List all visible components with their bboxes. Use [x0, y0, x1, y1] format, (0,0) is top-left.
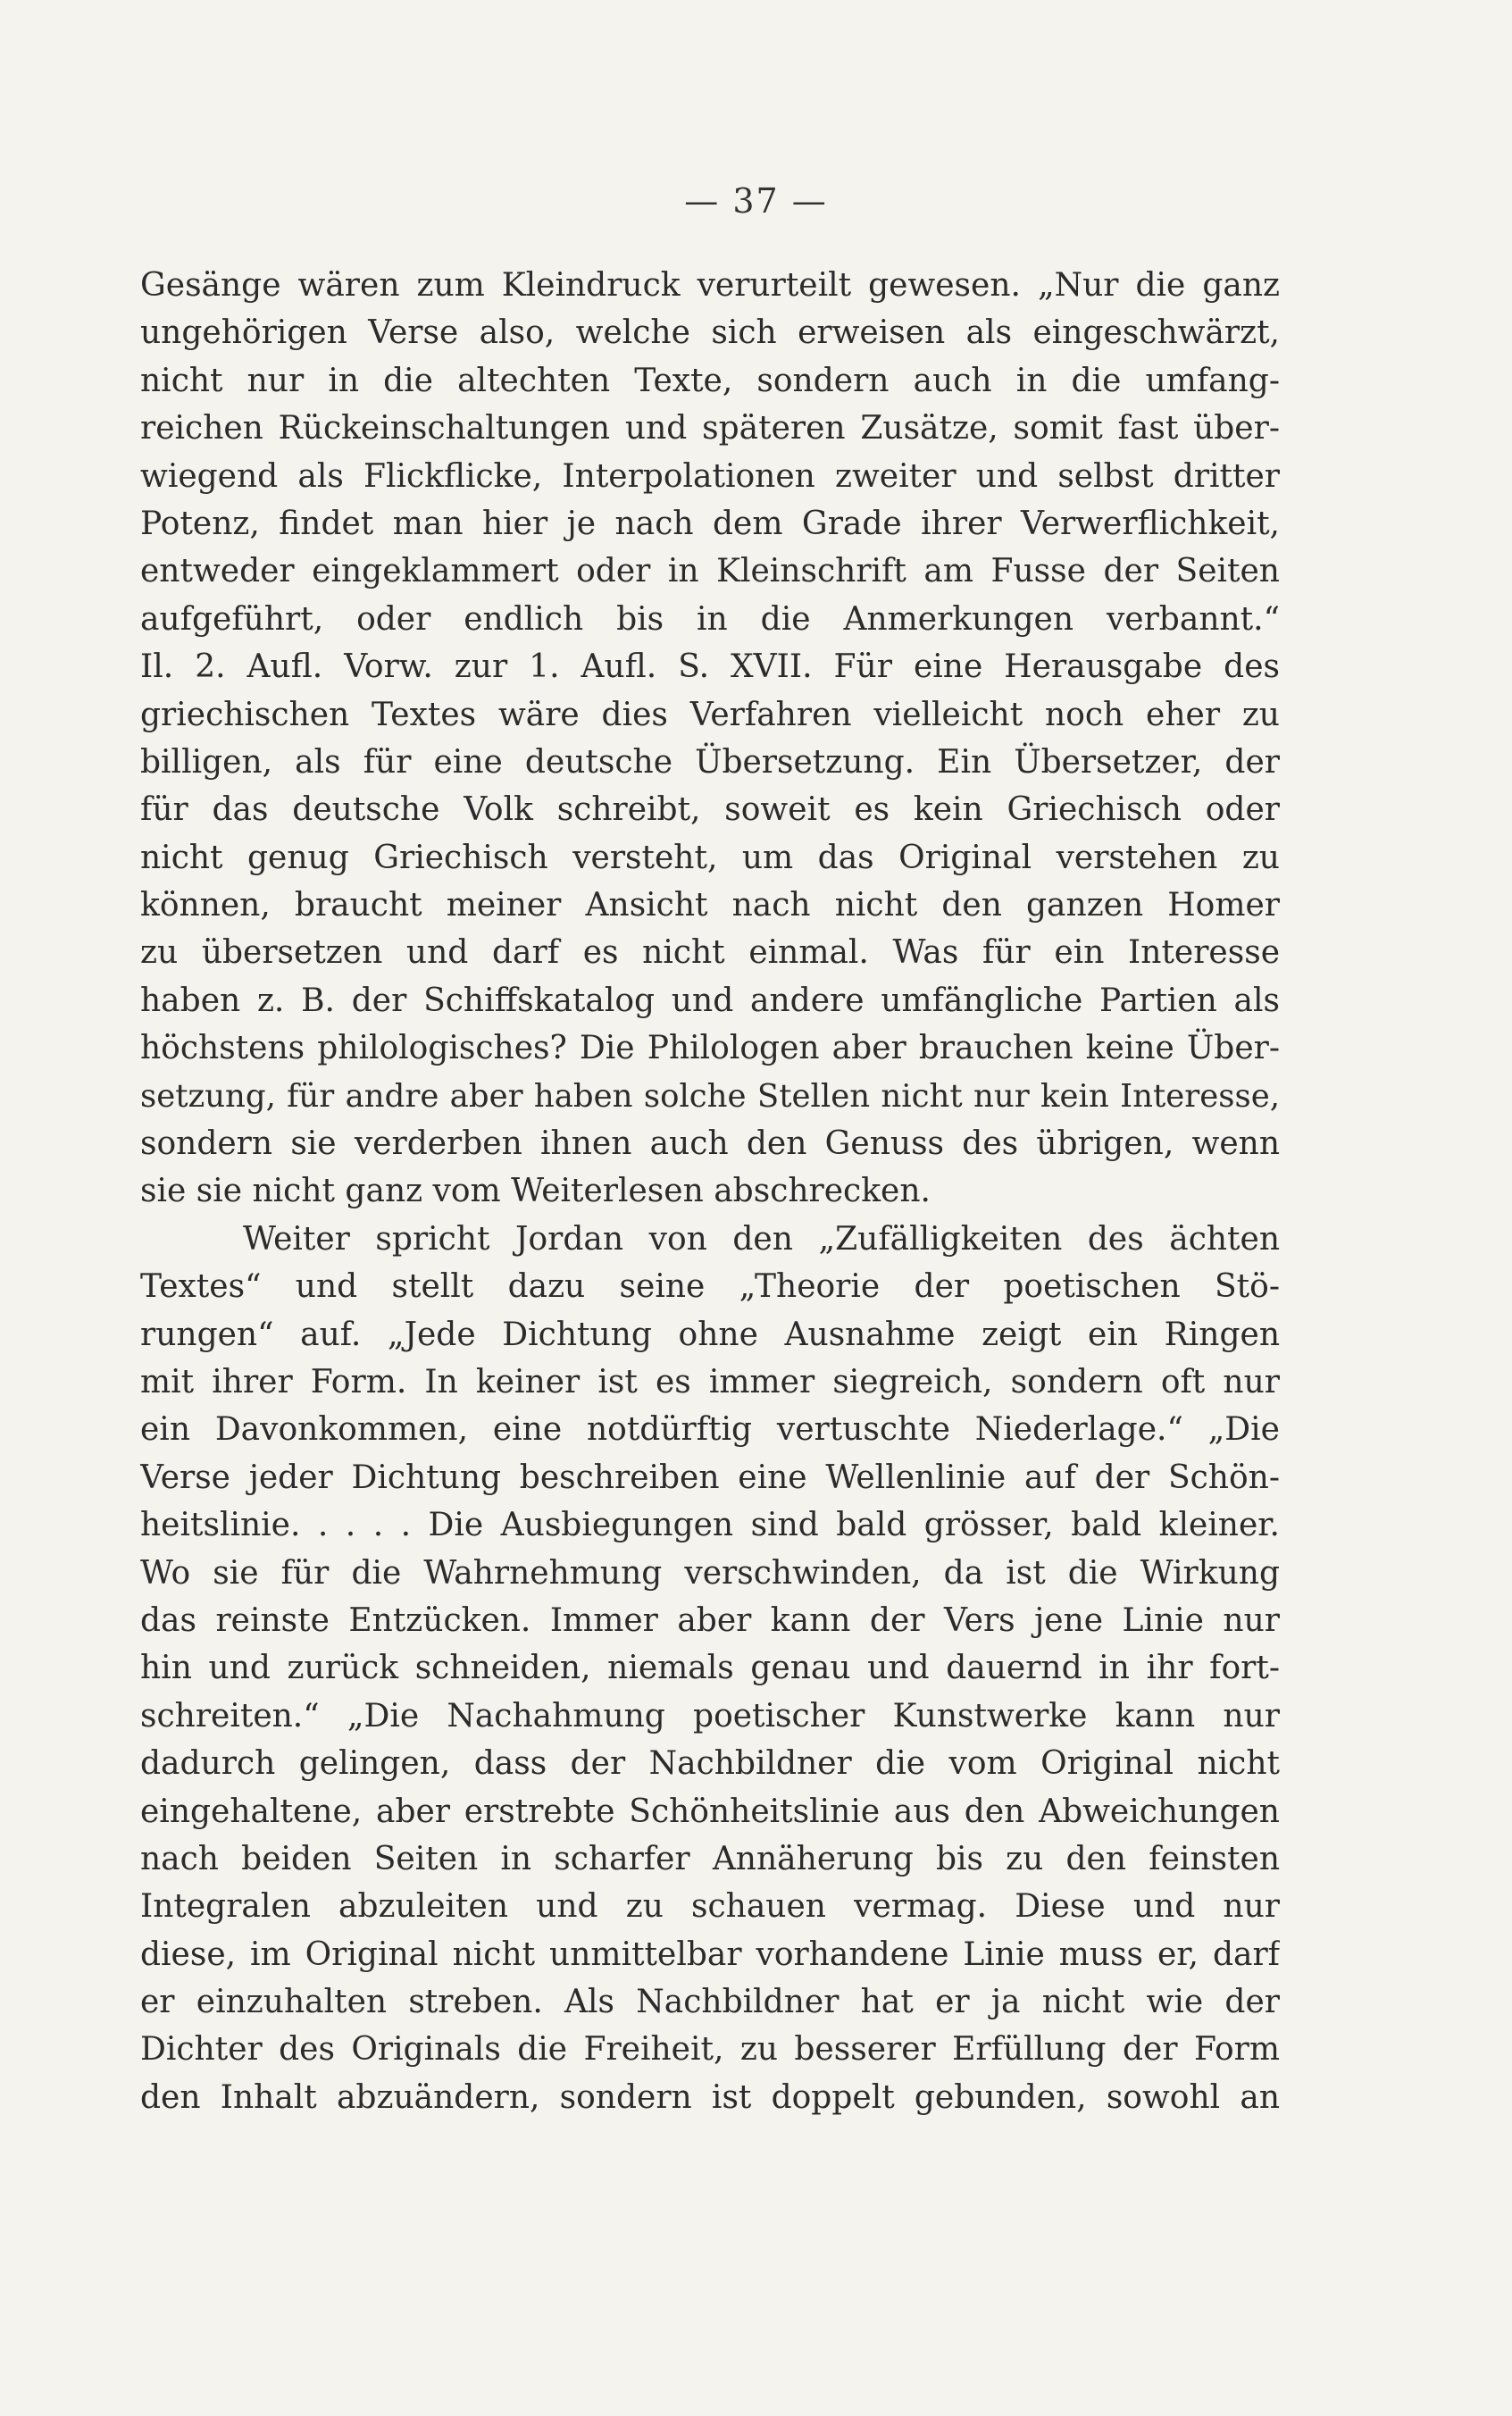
text-line: Verse jeder Dichtung beschreiben eine Wellenlinie auf der Schön-	[140, 1459, 1280, 1496]
text-line: Gesänge wären zum Kleindruck verurteilt gewesen. „Nur die ganz	[140, 267, 1280, 304]
text-line: mit ihrer Form. In keiner ist es immer siegreich, sondern oft nur	[140, 1363, 1280, 1400]
text-line: eingehaltene, aber erstrebte Schönheitslinie aus den Abweichungen	[140, 1793, 1280, 1830]
text-line: Integralen abzuleiten und zu schauen vermag. Diese und nur	[140, 1888, 1280, 1926]
text-line: Textes“ und stellt dazu seine „Theorie der poetischen Stö-	[140, 1268, 1280, 1306]
text-line: nicht genug Griechisch versteht, um das Original verstehen zu	[140, 839, 1280, 876]
text-line: ungehörigen Verse also, welche sich erweisen als eingeschwärzt,	[140, 314, 1280, 352]
text-line: nicht nur in die altechten Texte, sondern auch in die umfang-	[140, 362, 1280, 399]
text-line: können, braucht meiner Ansicht nach nicht den ganzen Homer	[140, 887, 1280, 924]
text-line: wiegend als Flickflicke, Interpolationen zweiter und selbst dritter	[140, 457, 1280, 495]
text-line: Dichter des Originals die Freiheit, zu besserer Erfüllung der Form	[140, 2031, 1280, 2069]
text-line: Potenz, findet man hier je nach dem Grade ihrer Verwerflichkeit,	[140, 505, 1280, 542]
text-line: heitslinie. . . . . Die Ausbiegungen sind bald grösser, bald kleiner.	[140, 1507, 1280, 1544]
text-line: sondern sie verderben ihnen auch den Genuss des übrigen, wenn	[140, 1125, 1280, 1163]
text-line: für das deutsche Volk schreibt, soweit es kein Griechisch oder	[140, 791, 1280, 829]
text-line: höchstens philologisches? Die Philologen aber brauchen keine Über-	[140, 1030, 1280, 1067]
text-line: reichen Rückeinschaltungen und späteren Zusätze, somit fast über-	[140, 410, 1280, 447]
text-line: das reinste Entzücken. Immer aber kann der Vers jene Linie nur	[140, 1601, 1280, 1639]
text-line: diese, im Original nicht unmittelbar vorhandene Linie muss er, darf	[140, 1935, 1280, 1973]
page-number: — 37 —	[684, 181, 828, 221]
paragraph-end-line: sie sie nicht ganz vom Weiterlesen abschrecken.	[140, 1173, 931, 1210]
text-line: entweder eingeklammert oder in Kleinschrift am Fusse der Seiten	[140, 553, 1280, 590]
text-line: setzung, für andre aber haben solche Stellen nicht nur kein Interesse,	[140, 1077, 1280, 1115]
text-line: schreiten.“ „Die Nachahmung poetischer Kunstwerke kann nur	[140, 1697, 1280, 1735]
text-line: Wo sie für die Wahrnehmung verschwinden, da ist die Wirkung	[140, 1554, 1280, 1592]
text-line: hin und zurück schneiden, niemals genau und dauernd in ihr fort-	[140, 1650, 1280, 1687]
text-line: aufgeführt, oder endlich bis in die Anmerkungen verbannt.“	[140, 600, 1280, 638]
body-text	[140, 262, 1280, 2121]
text-line: er einzuhalten streben. Als Nachbildner hat er ja nicht wie der	[140, 1984, 1280, 2021]
text-line: den Inhalt abzuändern, sondern ist doppelt gebunden, sowohl an	[140, 2078, 1280, 2116]
text-line: zu übersetzen und darf es nicht einmal. Was für ein Interesse	[140, 934, 1280, 972]
text-line: griechischen Textes wäre dies Verfahren vielleicht noch eher zu	[140, 696, 1280, 733]
text-line: haben z. B. der Schiffskatalog und andere umfängliche Partien als	[140, 982, 1280, 1019]
text-line: rungen“ auf. „Jede Dichtung ohne Ausnahme zeigt ein Ringen	[140, 1316, 1280, 1353]
text-line: ein Davonkommen, eine notdürftig vertuschte Niederlage.“ „Die	[140, 1411, 1280, 1449]
text-line: nach beiden Seiten in scharfer Annäherung bis zu den feinsten	[140, 1840, 1280, 1877]
text-line: billigen, als für eine deutsche Übersetzung. Ein Übersetzer, der	[140, 743, 1280, 781]
text-line: dadurch gelingen, dass der Nachbildner die vom Original nicht	[140, 1745, 1280, 1783]
paragraph-start-line: Weiter spricht Jordan von den „Zufälligkeiten des ächten	[243, 1220, 1280, 1258]
text-line: Il. 2. Aufl. Vorw. zur 1. Aufl. S. XVII. Für eine Herausgabe des	[140, 648, 1280, 686]
